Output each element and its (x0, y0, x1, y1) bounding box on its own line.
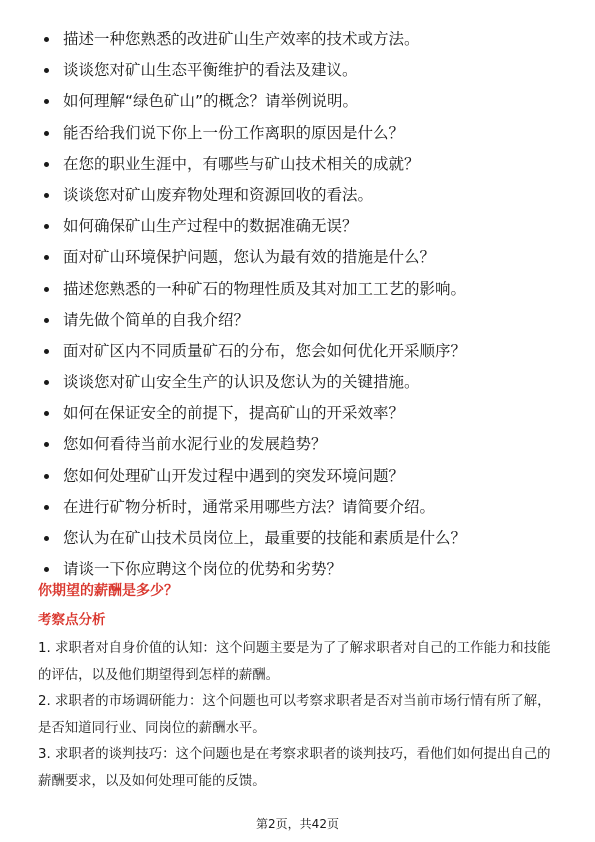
list-item (38, 523, 578, 554)
question-text: 谈谈您对矿山生态平衡维护的看法及建议。 (63, 61, 358, 80)
analysis-item: 3. 求职者的谈判技巧：这个问题也是在考察求职者的谈判技巧，看他们如何提出自己的薪酬要求，以及如何处理可能的反馈。 (38, 747, 551, 789)
bullet-dot-icon (44, 37, 49, 42)
bullet-dot-icon (44, 224, 49, 229)
bullet-dot-icon (44, 474, 49, 479)
list-item (38, 180, 578, 211)
list-item (38, 367, 578, 398)
bullet-dot-icon (44, 193, 49, 198)
question-text: 描述一种您熟悉的改进矿山生产效率的技术或方法。 (63, 30, 420, 48)
analysis-heading: 考察点分析 (38, 612, 106, 628)
list-item (38, 461, 578, 492)
bullet-dot-icon (44, 380, 49, 385)
list-item (38, 211, 578, 242)
list-item (38, 86, 578, 117)
list-item (38, 429, 578, 460)
bullet-dot-icon (44, 287, 49, 292)
question-text: 如何在保证安全的前提下，提高矿山的开采效率？ (63, 404, 405, 423)
bullet-dot-icon (44, 505, 49, 510)
list-item (38, 274, 578, 305)
bullet-dot-icon (44, 411, 49, 416)
question-list (38, 24, 578, 585)
bullet-dot-icon (44, 99, 49, 104)
question-text: 在进行矿物分析时，通常采用哪些方法？请简要介绍。 (63, 497, 436, 516)
question-text: 在您的职业生涯中，有哪些与矿山技术相关的成就？ (63, 154, 420, 173)
list-item (38, 492, 578, 523)
question-text: 面对矿区内不同质量矿石的分布，您会如何优化开采顺序？ (63, 341, 467, 360)
list-item (38, 336, 578, 367)
question-text: 谈谈您对矿山废弃物处理和资源回收的看法。 (63, 185, 374, 204)
question-text: 您认为在矿山技术员岗位上，最重要的技能和素质是什么？ (63, 529, 467, 547)
bullet-dot-icon (44, 536, 49, 541)
list-item (38, 24, 578, 55)
bullet-dot-icon (44, 68, 49, 73)
question-text: 描述您熟悉的一种矿石的物理性质及其对加工工艺的影响。 (63, 279, 467, 298)
analysis-list (38, 636, 560, 795)
bullet-dot-icon (44, 131, 49, 136)
list-item (38, 242, 578, 273)
question-text: 如何确保矿山生产过程中的数据准确无误？ (63, 217, 358, 236)
question-text: 请先做个简单的自我介绍？ (63, 310, 250, 329)
analysis-item: 1. 求职者对自身价值的认知：这个问题主要是为了了解求职者对自己的工作能力和技能的评估，以及他们期望得到怎样的薪酬。 (38, 641, 551, 683)
list-item (38, 149, 578, 180)
bullet-dot-icon (44, 162, 49, 167)
question-text: 谈谈您对矿山安全生产的认识及您认为的关键措施。 (63, 373, 420, 392)
bullet-dot-icon (44, 318, 49, 323)
list-item (38, 118, 578, 149)
question-text: 如何理解“绿色矿山”的概念？请举例说明。 (63, 92, 359, 111)
analysis-item: 2. 求职者的市场调研能力：这个问题也可以考察求职者是否对当前市场行情有所了解，是否知道同行业、同岗位的薪酬水平。 (38, 694, 551, 736)
question-text: 面对矿山环境保护问题，您认为最有效的措施是什么？ (63, 248, 436, 267)
list-item (38, 398, 578, 429)
list-item (38, 55, 578, 86)
question-text: 您如何处理矿山开发过程中遇到的突发环境问题？ (63, 466, 405, 485)
page-number-footer: 第2页，共42页 (256, 817, 339, 831)
question-text: 您如何看待当前水泥行业的发展趋势？ (63, 435, 327, 454)
list-item (38, 305, 578, 336)
question-text: 请谈一下你应聘这个岗位的优势和劣势？ (63, 560, 343, 579)
salary-question-heading: 你期望的薪酬是多少？ (38, 583, 178, 599)
question-text: 能否给我们说下你上一份工作离职的原因是什么？ (63, 123, 405, 142)
bullet-dot-icon (44, 349, 49, 354)
bullet-dot-icon (44, 442, 49, 447)
bullet-dot-icon (44, 567, 49, 572)
bullet-dot-icon (44, 255, 49, 260)
